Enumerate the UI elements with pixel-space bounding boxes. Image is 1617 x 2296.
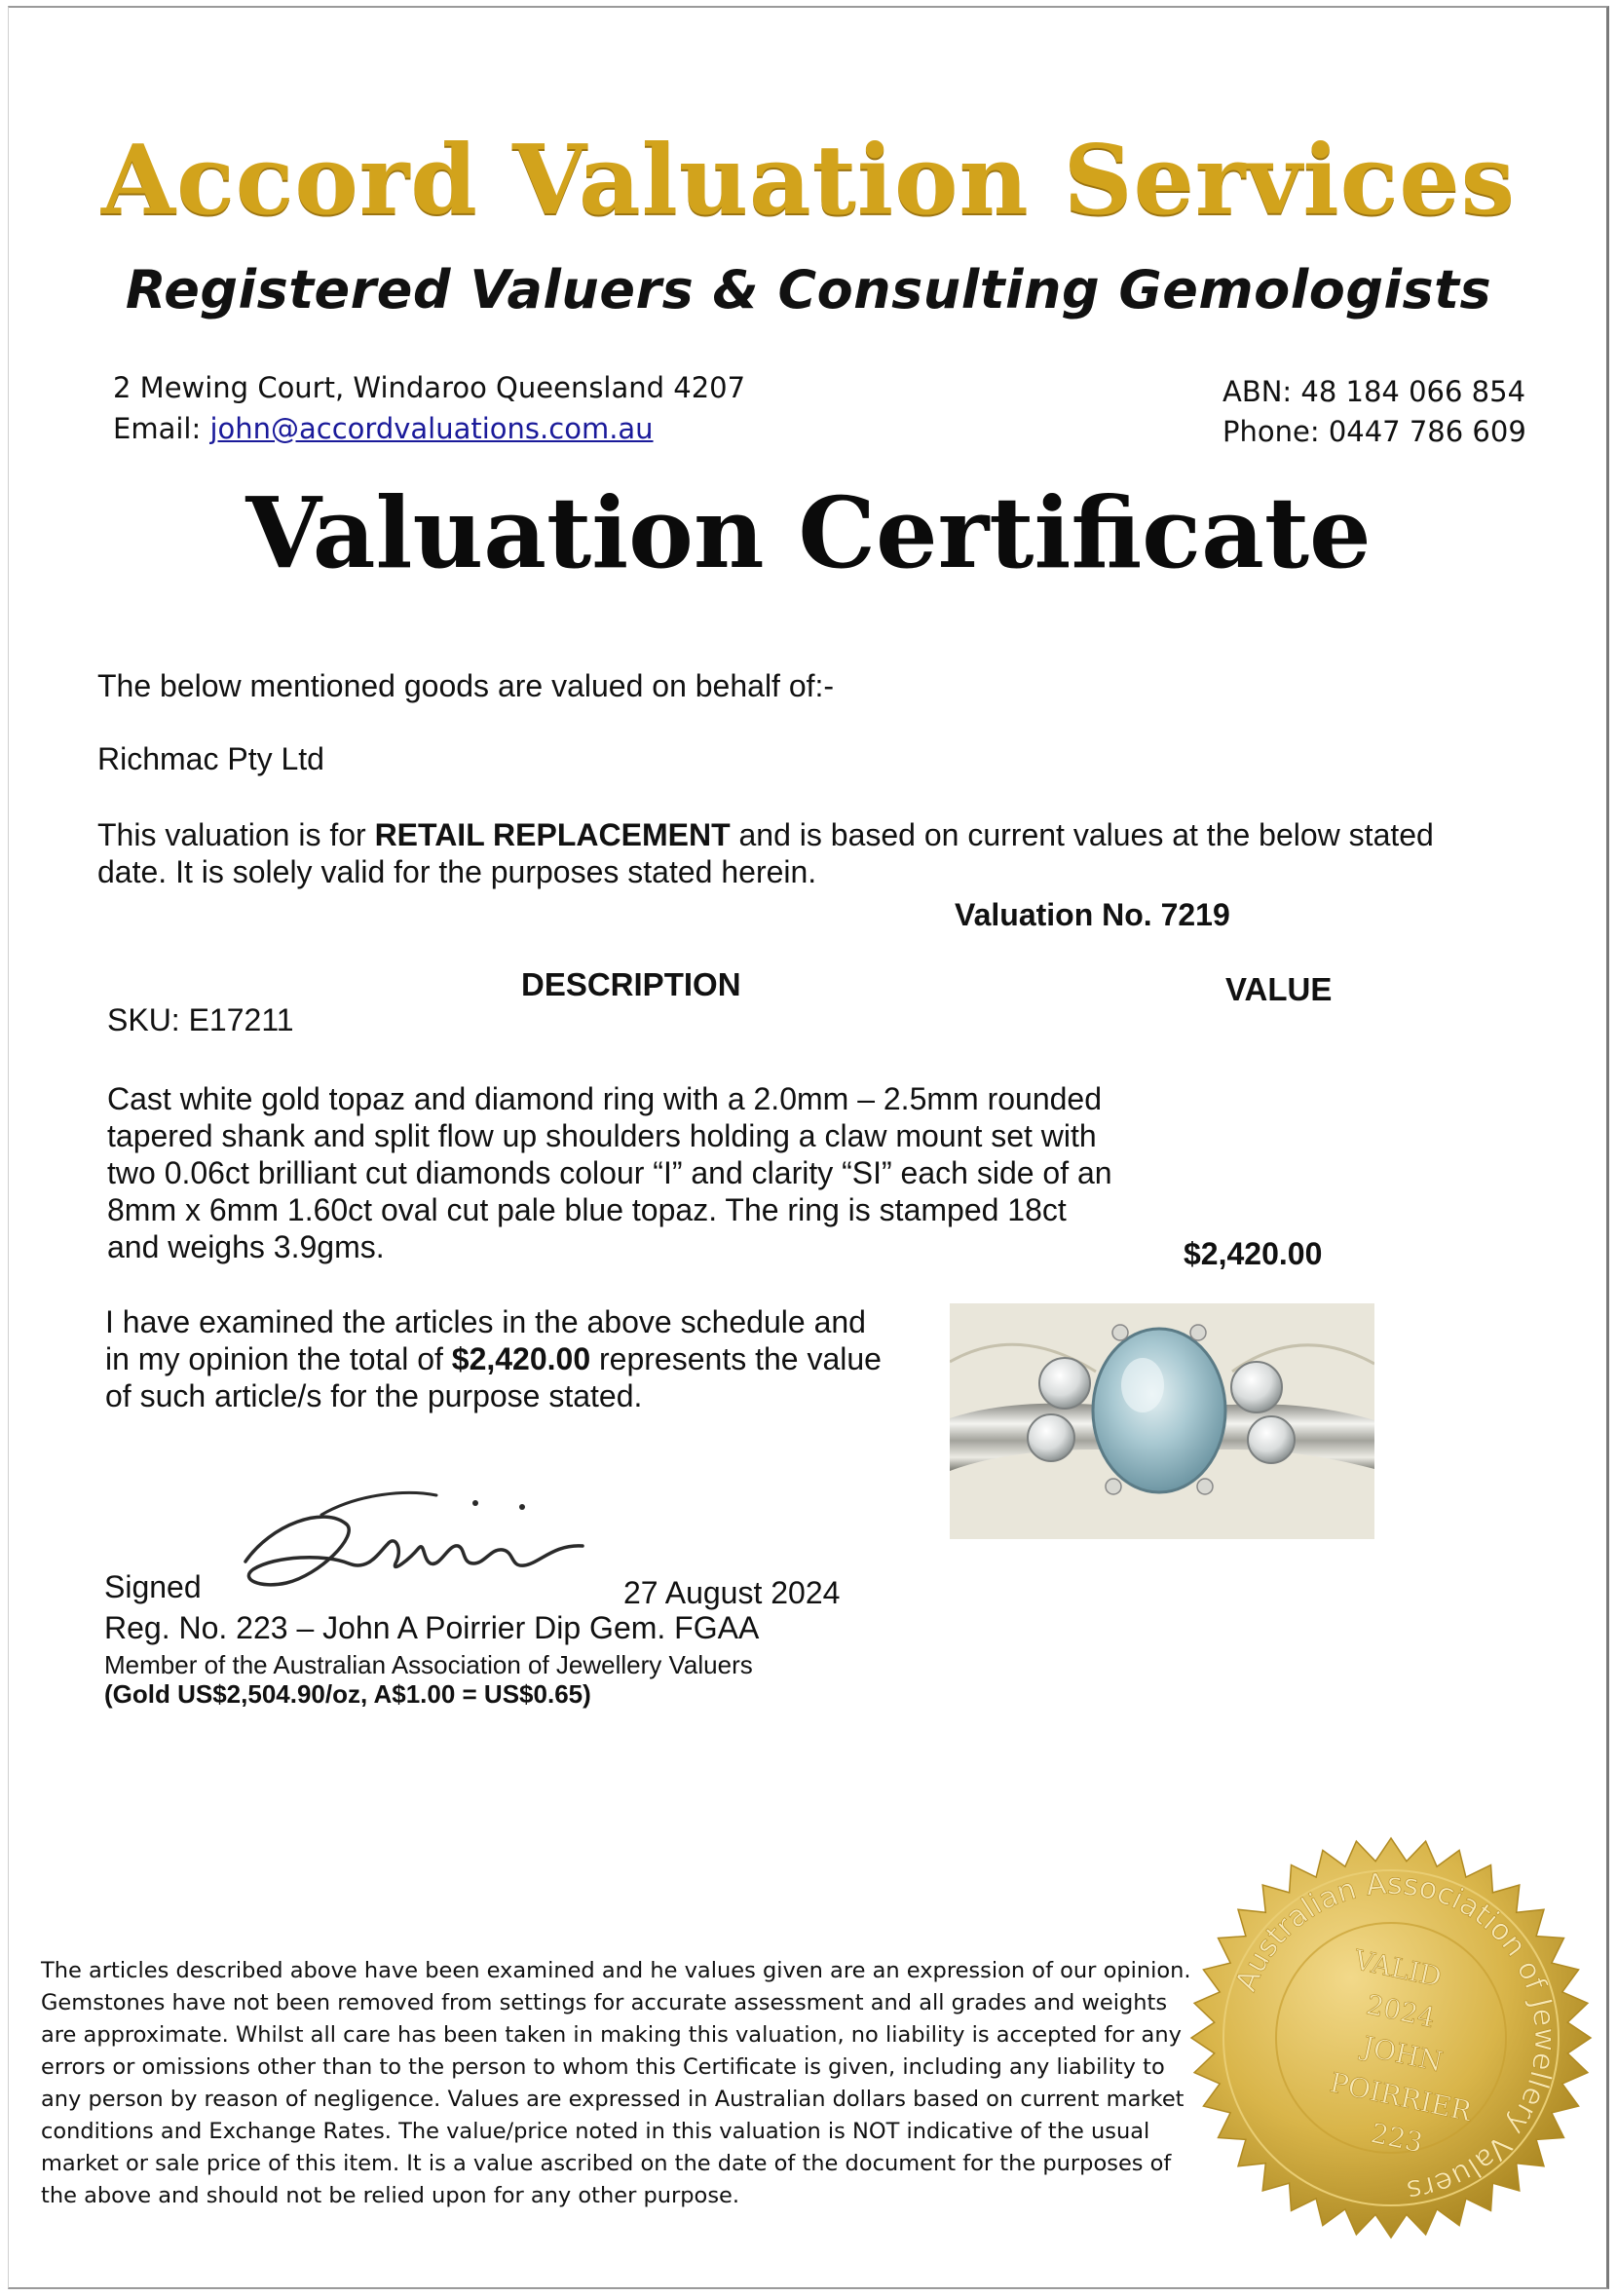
purpose-bold: RETAIL REPLACEMENT — [374, 817, 731, 852]
opinion-line2-pre: in my opinion the total of — [105, 1341, 452, 1376]
item-value: $2,420.00 — [1184, 1236, 1323, 1271]
abn: ABN: 48 184 066 854 — [1222, 375, 1526, 408]
value-header: VALUE — [1225, 971, 1333, 1007]
email-label: Email: — [113, 412, 202, 445]
disclaimer-line: are approximate. Whilst all care has been taken in making this valuation, no liability is accepted for any — [41, 2022, 1182, 2048]
opinion-total: $2,420.00 — [451, 1341, 591, 1376]
registration-number: Reg. No. 223 – John A Poirrier Dip Gem. FGAA — [104, 1610, 760, 1645]
ring-photo — [950, 1303, 1374, 1539]
disclaimer-line: Gemstones have not been removed from settings for accurate assessment and all grades and weights — [41, 1990, 1168, 2015]
seal-line: POIRRIER — [1327, 2066, 1475, 2128]
description-line: Cast white gold topaz and diamond ring with a 2.0mm – 2.5mm rounded — [107, 1081, 1102, 1116]
purpose-post: and is based on current values at the below stated — [730, 817, 1434, 852]
seal-line: 2024 — [1363, 1988, 1439, 2035]
certificate-title: Valuation Certificate — [245, 475, 1372, 590]
description-header: DESCRIPTION — [521, 966, 741, 1002]
opinion-line3: of such article/s for the purpose stated. — [105, 1378, 643, 1413]
disclaimer-line: any person by reason of negligence. Values are expressed in Australian dollars based on current market — [41, 2087, 1185, 2112]
purpose-pre: This valuation is for — [97, 817, 375, 852]
opinion-line1: I have examined the articles in the above schedule and — [105, 1304, 866, 1339]
signed-label: Signed — [104, 1569, 202, 1604]
phone: Phone: 0447 786 609 — [1222, 415, 1526, 448]
email-link[interactable]: john@accordvaluations.com.au — [209, 412, 654, 445]
purpose-line2: date. It is solely valid for the purposes stated herein. — [97, 854, 817, 889]
gold-seal — [1186, 1833, 1596, 2242]
seal-line: 223 — [1368, 2117, 1426, 2160]
address: 2 Mewing Court, Windaroo Queensland 4207 — [113, 371, 746, 404]
email-line — [113, 412, 654, 445]
item-description — [107, 1080, 1208, 1265]
client-name: Richmac Pty Ltd — [97, 741, 324, 776]
handwritten-signature — [232, 1486, 612, 1602]
disclaimer-line: the above and should not be relied upon for any other purpose. — [41, 2183, 740, 2208]
seal-ring-text: Australian Association of Jewellery Valuers — [1228, 1866, 1562, 2208]
ring-illustration — [950, 1303, 1374, 1539]
seal-line: JOHN — [1359, 2029, 1447, 2079]
description-line: and weighs 3.9gms. — [107, 1229, 385, 1264]
description-line: 8mm x 6mm 1.60ct oval cut pale blue topaz. The ring is stamped 18ct — [107, 1192, 1067, 1227]
signed-date: 27 August 2024 — [623, 1575, 841, 1610]
member-line: Member of the Australian Association of Jewellery Valuers — [104, 1650, 753, 1679]
opinion-text — [105, 1303, 943, 1414]
company-name: Accord Valuation Services — [101, 125, 1516, 237]
description-line: tapered shank and split flow up shoulders holding a claw mount set with — [107, 1118, 1097, 1153]
disclaimer-line: errors or omissions other than to the person to whom this Certificate is given, including any liability to — [41, 2054, 1165, 2080]
disclaimer — [41, 1955, 1195, 2212]
sku: SKU: E17211 — [107, 1002, 294, 1037]
exchange-rates: (Gold US$2,504.90/oz, A$1.00 = US$0.65) — [104, 1679, 591, 1709]
purpose-text — [97, 816, 1529, 890]
disclaimer-line: market or sale price of this item. It is a value ascribed on the date of the document for the purposes of — [41, 2151, 1172, 2176]
seal-line: VALID — [1351, 1943, 1445, 1994]
disclaimer-line: The articles described above have been examined and he values given are an expression of our opinion. — [41, 1958, 1191, 1983]
valuation-number: Valuation No. 7219 — [955, 897, 1230, 932]
description-line: two 0.06ct brilliant cut diamonds colour “I” and clarity “SI” each side of an — [107, 1155, 1112, 1190]
tagline: Registered Valuers & Consulting Gemologists — [125, 259, 1492, 320]
on-behalf-text: The below mentioned goods are valued on behalf of:- — [97, 668, 835, 703]
opinion-line2-post: represents the value — [590, 1341, 882, 1376]
disclaimer-line: conditions and Exchange Rates. The value/price noted in this valuation is NOT indicative of the usual — [41, 2119, 1150, 2144]
